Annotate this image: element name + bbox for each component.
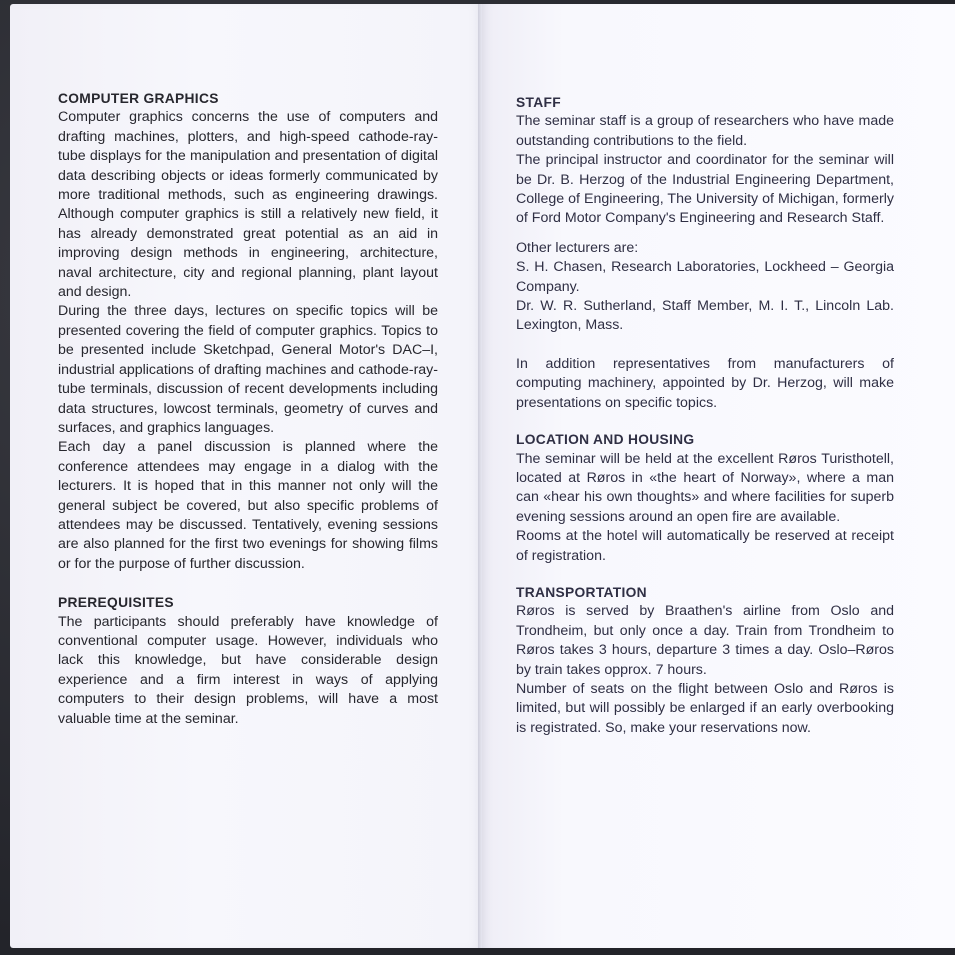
transportation-paragraph-2: Number of seats on the flight between Oslo and Røros is limited, but will possibly be enlarged if an early overbooking is registrated. So, make your reservations now. [516,680,894,736]
section-gap [58,574,438,593]
transportation-paragraph-1: Røros is served by Braathen's airline from Oslo and Trondheim, but only once a day. Train from Trondheim to Røros takes 3 hours, departure 3 times a day. Oslo–Røros by train takes opprox. 7 hours. [516,603,894,678]
staff-paragraph-2: The principal instructor and coordinator for the seminar will be Dr. B. Herzog of the Industrial Engineering Department, College of Engineering, The University of Michigan, formerly of Ford Motor Company's Engineering and Research Staff. [516,152,894,227]
location-paragraph-2: Rooms at the hotel will automatically be reserved at receipt of registration. [516,528,894,564]
section-gap [516,336,894,355]
location-paragraph-1: The seminar will be held at the excellent Røros Turisthotell, located at Røros in «the heart of Norway», where a man can «hear his own thoughts» and where facilities for superb evening sessions around an open fire are available. [516,450,894,525]
computer-graphics-paragraph-2: During the three days, lectures on specific topics will be presented covering the field of computer graphics. Topics to be presented include Sketchpad, General Motor's DAC–I, industrial applications of drafting machines and cathode-ray-tube terminals, discussion of recent developments including data structures, lowcost terminals, geometry of curves and surfaces, and graphics languages. [58,303,438,436]
computer-graphics-paragraph-1: Computer graphics concerns the use of computers and drafting machines, plotters, and high-speed cathode-ray-tube displays for the manipulation and presentation of digital data describing objects or ideas formerly communicated by more traditional methods, such as engineering drawings. Although computer graphics is still a relatively new field, it has already demonstrated great potential as an aid in improving design methods in engineering, architecture, naval architecture, city and regional planning, plant layout and design. [58,109,438,301]
staff-paragraph-1: The seminar staff is a group of researchers who have made outstanding contributions to the field. [516,113,894,149]
page-fold [478,4,482,948]
left-column [58,89,438,729]
computer-graphics-paragraph-3: Each day a panel discussion is planned where the conference attendees may engage in a dialog with the lecturers. It is hoped that in this manner not only will the general subject be covered, but also specific problems of attendees may be discussed. Tentatively, evening sessions are also planned for the first two evenings for showing films or for the purpose of further discussion. [58,439,438,572]
right-column [516,93,894,738]
lecturer-sutherland: Dr. W. R. Sutherland, Staff Member, M. I. T., Lincoln Lab. Lexington, Mass. [516,298,894,334]
location-heading: LOCATION AND HOUSING [516,432,695,448]
transportation-heading: TRANSPORTATION [516,584,647,600]
lecturer-chasen: S. H. Chasen, Research Laboratories, Lockheed – Georgia Company. [516,259,894,295]
section-gap [516,229,894,239]
staff-addition-paragraph: In addition representatives from manufacturers of computing machinery, appointed by Dr. Herzog, will make presentations on specific topics. [516,355,894,411]
section-gap [516,566,894,583]
staff-heading: STAFF [516,95,561,110]
other-lecturers-intro: Other lecturers are: [516,239,639,256]
prerequisites-paragraph: The participants should preferably have knowledge of conventional computer usage. However, individuals who lack this knowledge, but have considerable design experience and a firm interest in ways of applying computers to their design problems, will have a most valuable time at the seminar. [58,613,438,727]
prerequisites-heading: PREREQUISITES [58,595,174,611]
section-gap [516,413,894,430]
computer-graphics-heading: COMPUTER GRAPHICS [58,91,219,106]
